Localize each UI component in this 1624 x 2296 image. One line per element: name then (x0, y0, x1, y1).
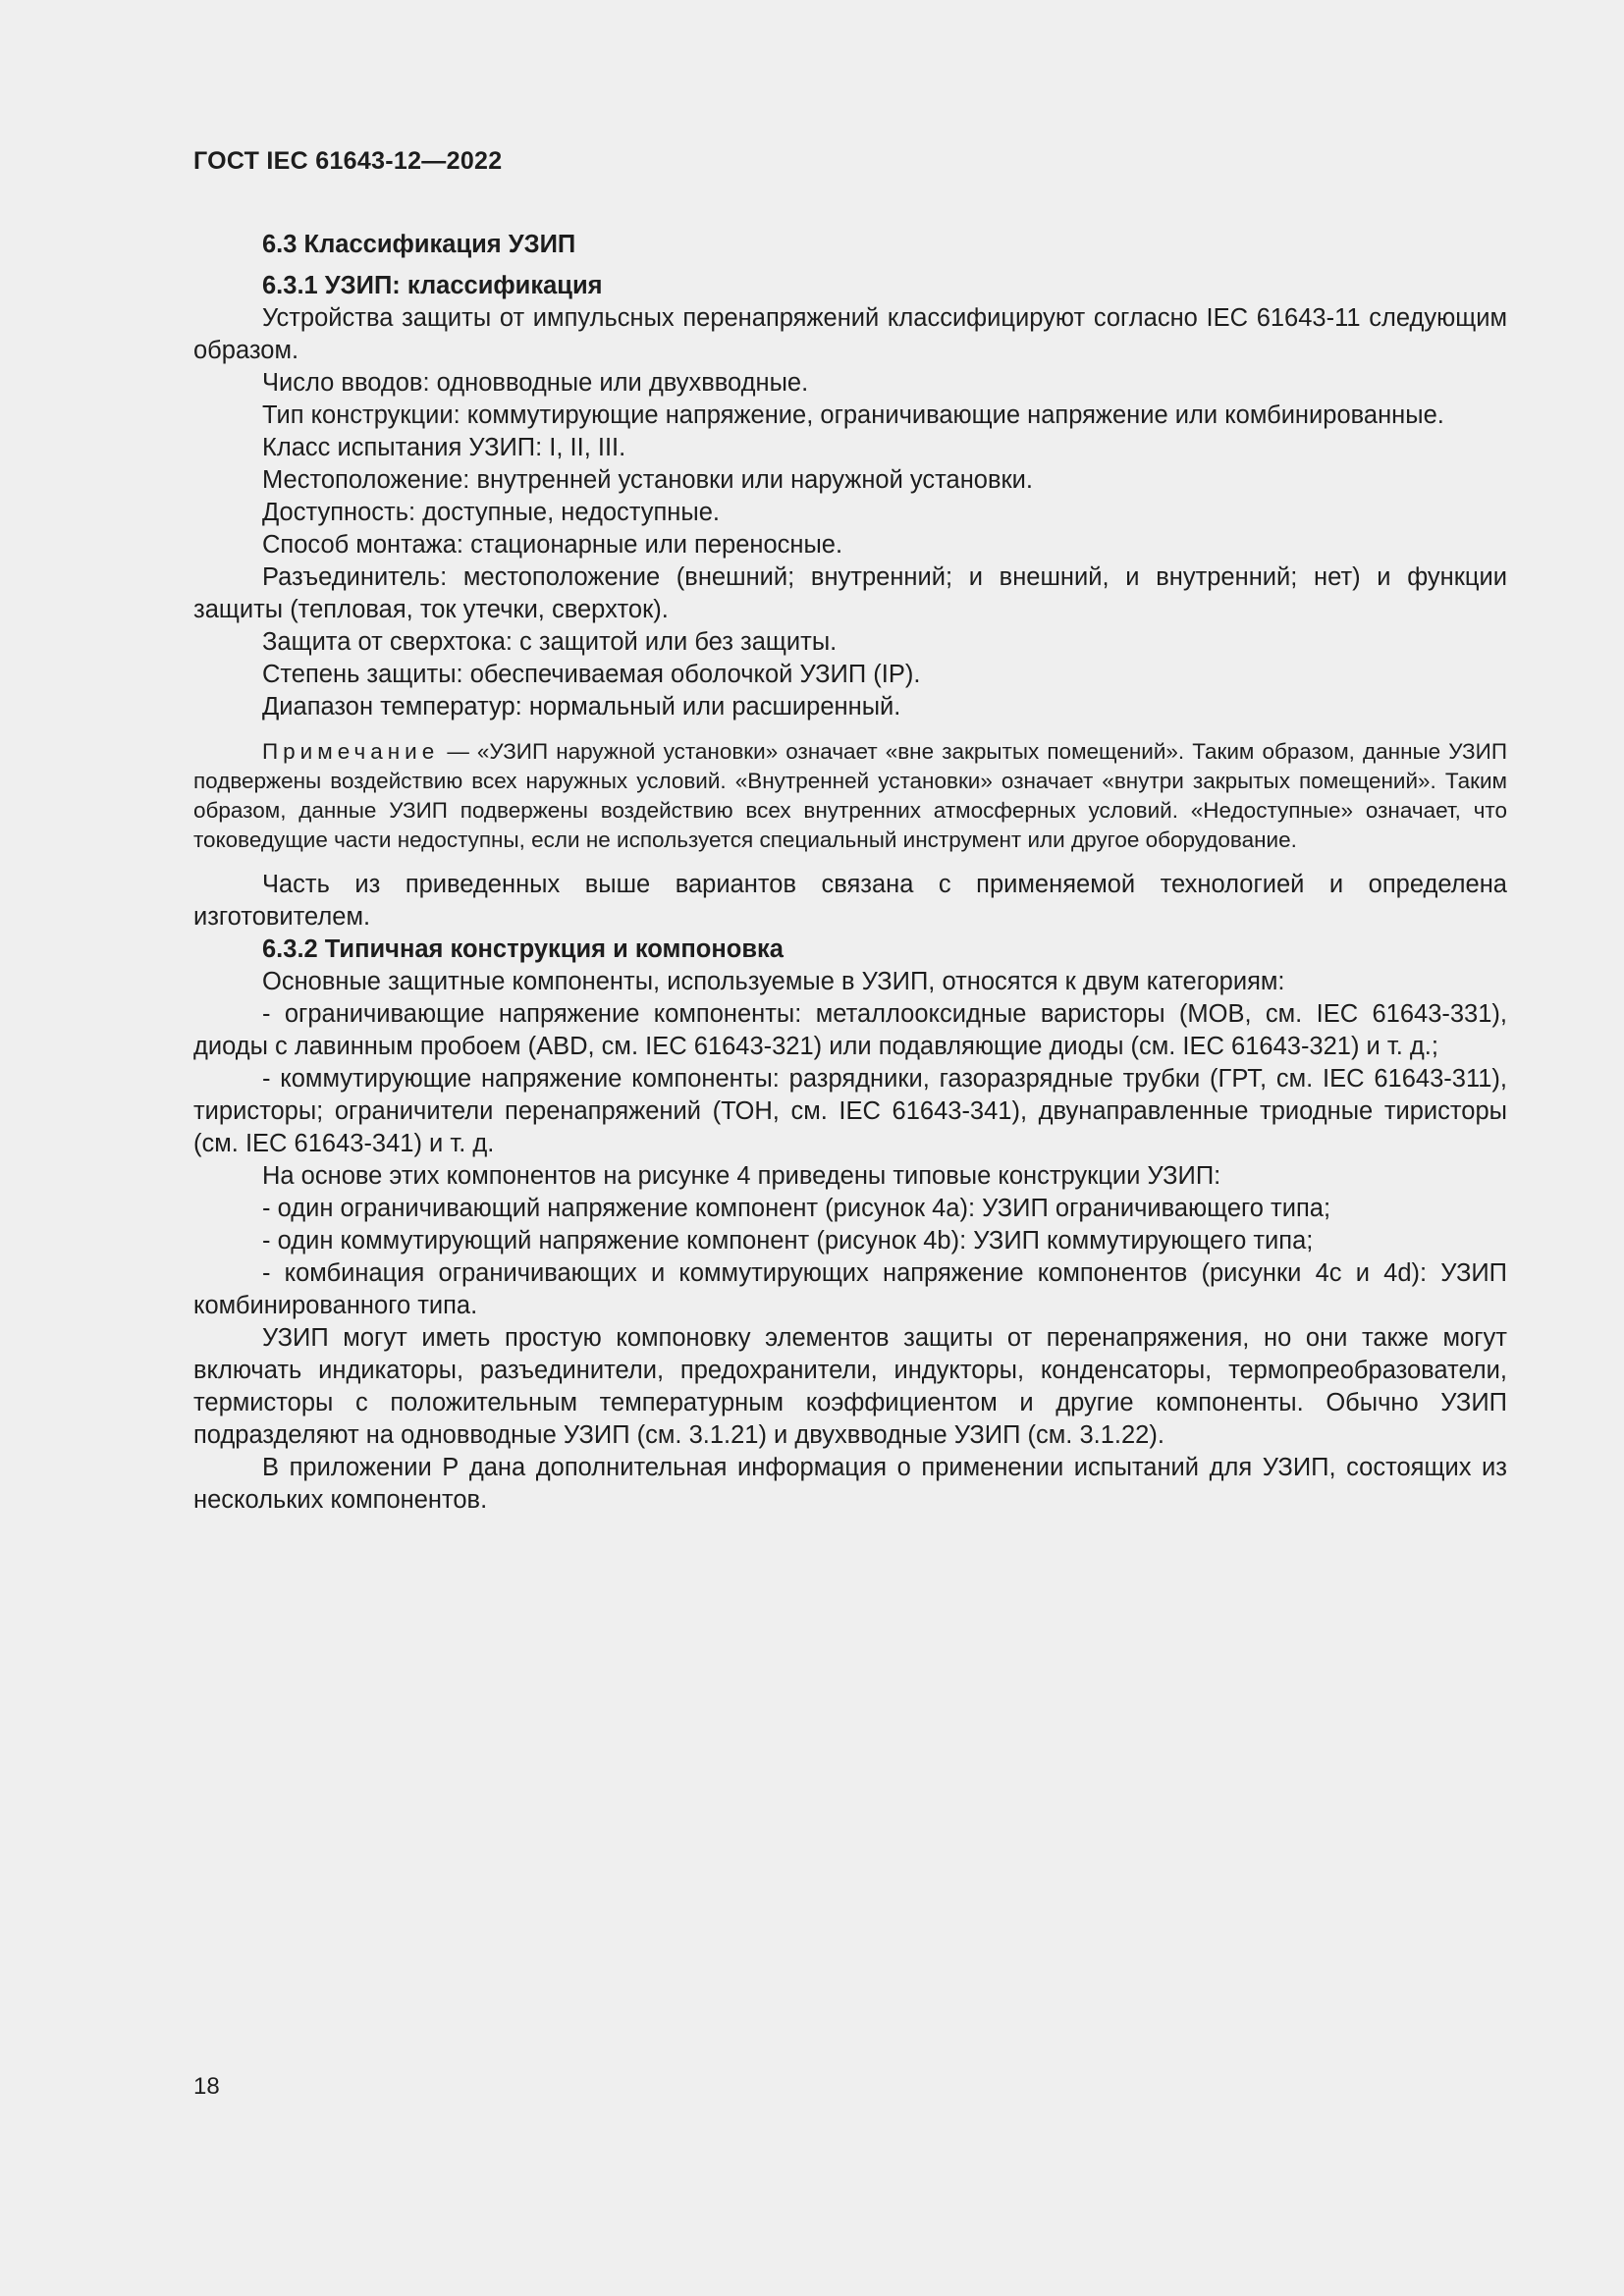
paragraph-design-type: Тип конструкции: коммутирующие напряжение, ограничивающие напряжение или комбинированные. (262, 401, 1444, 429)
list-item-figure-4cd: - комбинация ограничивающих и коммутирующих напряжение компонентов (рисунки 4c и 4d): УЗИП комбинированного типа. (193, 1259, 1507, 1319)
paragraph-after-note: Часть из приведенных выше вариантов связана с применяемой технологией и определена изготовителем. (193, 871, 1507, 931)
page-content (193, 229, 1507, 1517)
section-heading-6-3: 6.3 Классификация УЗИП (262, 231, 576, 258)
list-item-figure-4b: - один коммутирующий напряжение компонент (рисунок 4b): УЗИП коммутирующего типа; (262, 1227, 1314, 1255)
paragraph-classification-intro: Устройства защиты от импульсных перенапряжений классифицируют согласно IEC 61643-11 следующим образом. (193, 304, 1507, 364)
paragraph-accessibility: Доступность: доступные, недоступные. (262, 499, 720, 526)
paragraph-simple-layout: УЗИП могут иметь простую компоновку элементов защиты от перенапряжения, но они также могут включать индикаторы, разъединители, предохранители, индукторы, конденсаторы, термопреобразователи, термисторы с положительным температурным коэффициентом и другие компоненты. Обычно УЗИП подразделяют на одновводные УЗИП (см. 3.1.21) и двухвводные УЗИП (см. 3.1.22). (193, 1324, 1507, 1449)
paragraph-construction-intro: Основные защитные компоненты, используемые в УЗИП, относятся к двум категориям: (262, 968, 1285, 995)
section-heading-6-3-1: 6.3.1 УЗИП: классификация (262, 272, 603, 299)
paragraph-figure-intro: На основе этих компонентов на рисунке 4 приведены типовые конструкции УЗИП: (262, 1162, 1221, 1190)
paragraph-inputs: Число вводов: одновводные или двухвводные. (262, 369, 809, 397)
note-text: — «УЗИП наружной установки» означает «вне закрытых помещений». Таким образом, данные УЗИП подвержены воздействию всех наружных условий. «Внутренней установки» означает «внутри закрытых помещений». Таким образом, данные УЗИП подвержены воздействию всех внутренних атмосферных условий. «Недоступные» означает, что токоведущие части недоступны, если не используется специальный инструмент или другое оборудование. (193, 739, 1507, 852)
paragraph-disconnector: Разъединитель: местоположение (внешний; внутренний; и внешний, и внутренний; нет) и функции защиты (тепловая, ток утечки, сверхток). (193, 563, 1507, 623)
note-block (193, 737, 1507, 855)
paragraph-temperature: Диапазон температур: нормальный или расширенный. (262, 693, 901, 721)
paragraph-overcurrent: Защита от сверхтока: с защитой или без защиты. (262, 628, 838, 656)
list-item-limiting-components: - ограничивающие напряжение компоненты: металлооксидные варисторы (МОВ, см. IEC 61643-331), диоды с лавинным пробоем (ABD, см. IEC 61643-321) или подавляющие диоды (см. IEC 61643-321) и т. д.; (193, 1000, 1507, 1060)
paragraph-mounting: Способ монтажа: стационарные или переносные. (262, 531, 843, 559)
note-label: Примечание (262, 739, 440, 764)
paragraph-annex-reference: В приложении Р дана дополнительная информация о применении испытаний для УЗИП, состоящих из нескольких компонентов. (193, 1454, 1507, 1514)
paragraph-location: Местоположение: внутренней установки или наружной установки. (262, 466, 1034, 494)
section-heading-6-3-2: 6.3.2 Типичная конструкция и компоновка (262, 935, 784, 963)
list-item-switching-components: - коммутирующие напряжение компоненты: разрядники, газоразрядные трубки (ГРТ, см. IEC 61643-311), тиристоры; ограничители перенапряжений (ТОН, см. IEC 61643-341), двунаправленные триодные тиристоры (см. IEC 61643-341) и т. д. (193, 1065, 1507, 1157)
paragraph-ip-rating: Степень защиты: обеспечиваемая оболочкой УЗИП (IP). (262, 661, 921, 688)
page-number: 18 (193, 2073, 220, 2100)
paragraph-test-class: Класс испытания УЗИП: I, II, III. (262, 434, 626, 461)
document-code-header: ГОСТ IEC 61643-12—2022 (193, 147, 503, 175)
list-item-figure-4a: - один ограничивающий напряжение компонент (рисунок 4a): УЗИП ограничивающего типа; (262, 1195, 1331, 1222)
